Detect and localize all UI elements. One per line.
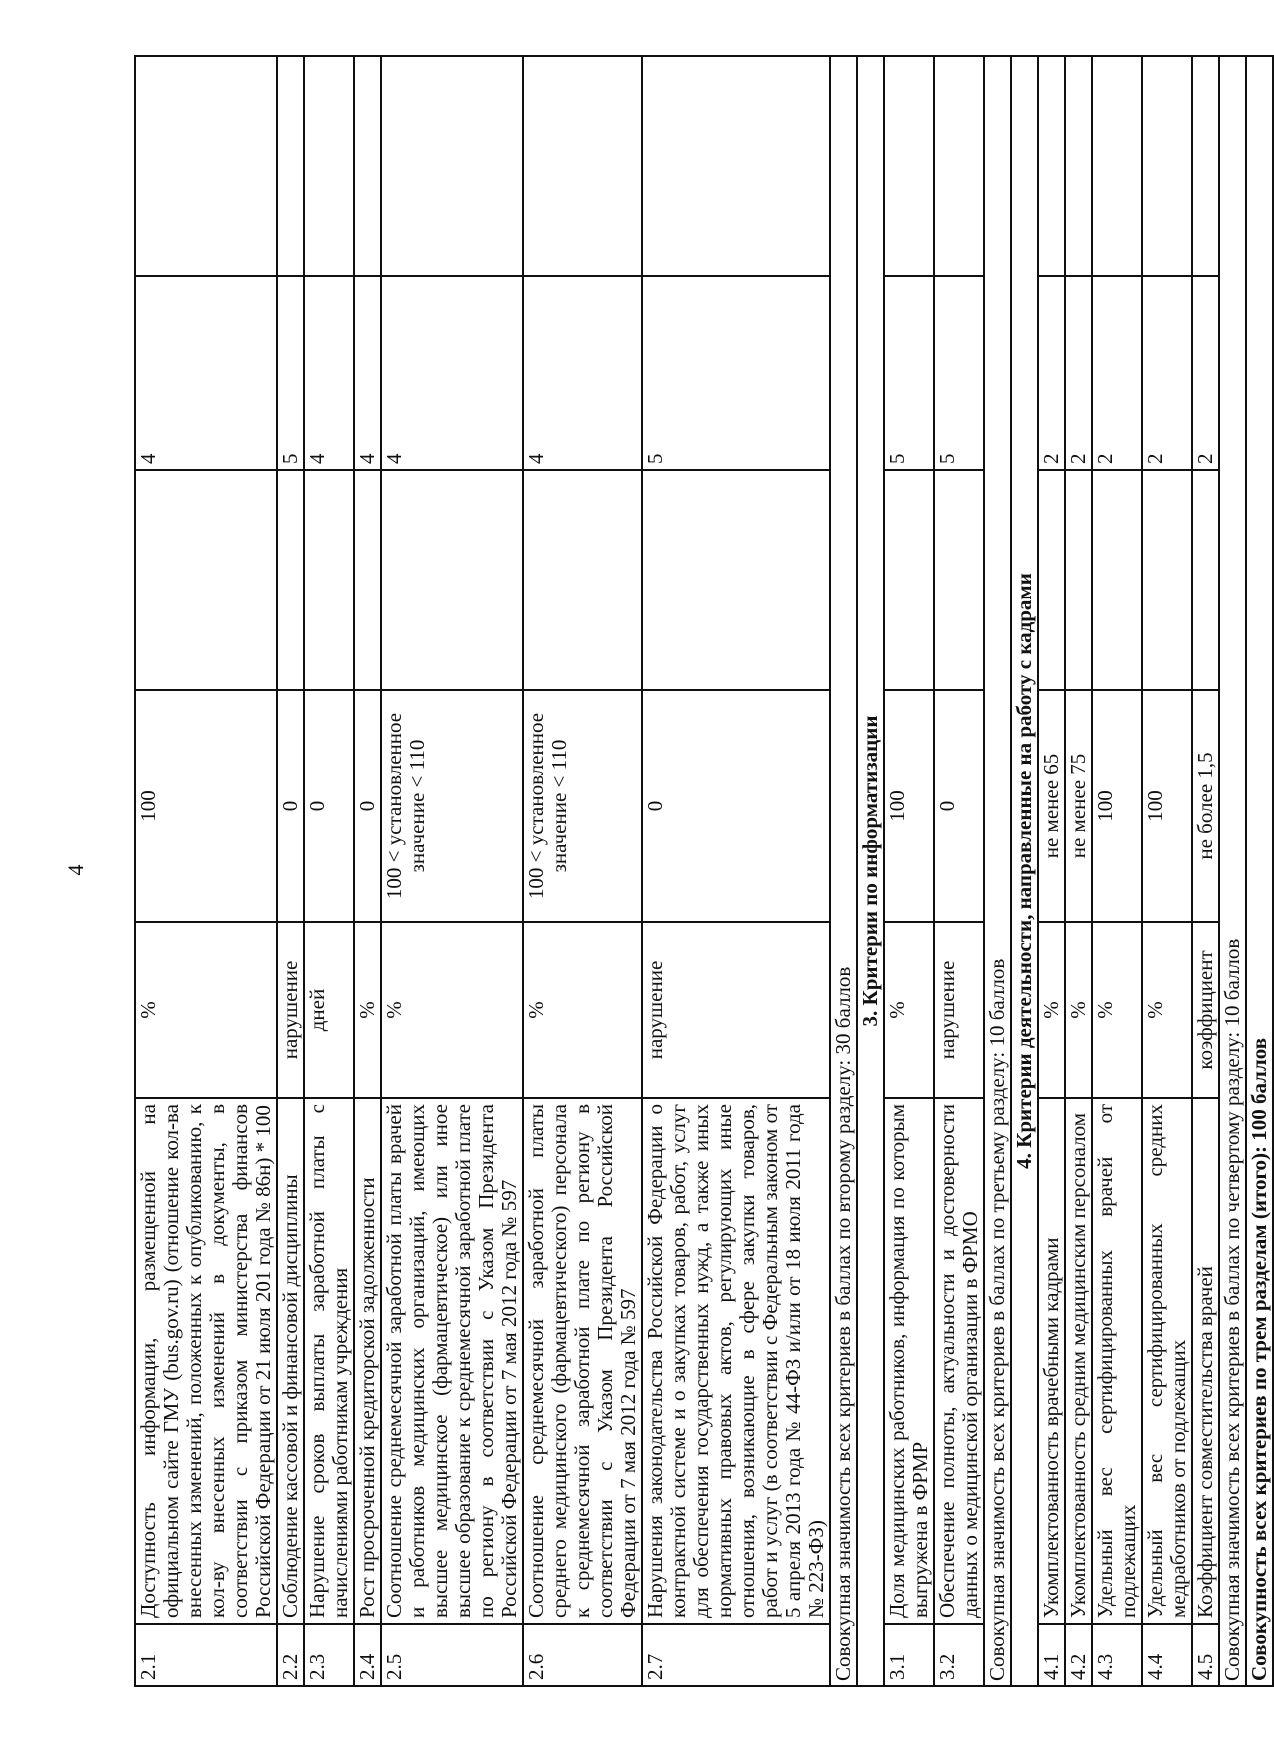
criterion-number: 2.6 <box>523 1624 642 1686</box>
criterion-row <box>354 56 381 1686</box>
criteria-table-body <box>135 56 1273 1686</box>
criterion-points: 5 <box>642 276 830 470</box>
criterion-text: Обеспечение полноты, актуальности и достоверности данных о медицинской организации в ФРМО <box>934 1098 984 1624</box>
criterion-empty-cell <box>381 470 523 690</box>
criterion-text: Удельный вес сертифицированных средних медработников от подлежащих <box>1142 1098 1192 1624</box>
criterion-points: 2 <box>1192 276 1219 470</box>
criterion-note-cell <box>277 56 304 276</box>
criterion-text: Доля медицинских работников, информация по которым выгружена в ФРМР <box>884 1098 934 1624</box>
criterion-number: 2.1 <box>135 1624 277 1686</box>
criterion-number: 4.5 <box>1192 1624 1219 1686</box>
criterion-text: Соблюдение кассовой и финансовой дисциплины <box>277 1098 304 1624</box>
criterion-target-value: не менее 65 <box>1038 690 1065 922</box>
criterion-empty-cell <box>523 470 642 690</box>
criterion-points: 4 <box>304 276 354 470</box>
criterion-empty-cell <box>642 470 830 690</box>
criterion-target-value: 0 <box>304 690 354 922</box>
criterion-row <box>1065 56 1092 1686</box>
criterion-target-value: 0 <box>277 690 304 922</box>
criterion-target-value: 0 <box>934 690 984 922</box>
section-heading-text: 3. Критерии по информатизации <box>857 56 884 1686</box>
criterion-empty-cell <box>135 470 277 690</box>
grand-total-row-text: Совокупность всех критериев по трем разделам (итого): 100 баллов <box>1246 56 1273 1686</box>
criterion-text: Доступность информации, размещенной на официальном сайте ГМУ (bus.gov.ru) (отношение кол-ва внесенных изменений, положенных к опубликованию, к кол-ву внесенных изменений в документы, в соответствии с приказом министерства финансов Российской Федерации от 21 июля 201 года № 86н) * 100 <box>135 1098 277 1624</box>
criterion-empty-cell <box>1038 470 1065 690</box>
criterion-note-cell <box>381 56 523 276</box>
criterion-empty-cell <box>354 470 381 690</box>
criterion-number: 2.4 <box>354 1624 381 1686</box>
criterion-points: 2 <box>1038 276 1065 470</box>
criterion-number: 4.1 <box>1038 1624 1065 1686</box>
criteria-sheet <box>134 57 1271 1687</box>
criterion-unit: % <box>135 922 277 1098</box>
criterion-unit: дней <box>304 922 354 1098</box>
criterion-unit: % <box>523 922 642 1098</box>
criterion-unit: % <box>1142 922 1192 1098</box>
criterion-row <box>884 56 934 1686</box>
criterion-empty-cell <box>277 470 304 690</box>
criterion-text: Нарушения законодательства Российской Федерации о контрактной системе и о закупках товаров, работ, услуг для обеспечения государственных нужд, а также иных нормативных правовых актов, регулирующих иные отношения, возникающие в сфере закупки товаров, работ и услуг (в соответствии с Федеральным законом от 5 апреля 2013 года № 44-ФЗ и/или от 18 июля 2011 года № 223-ФЗ) <box>642 1098 830 1624</box>
criterion-row <box>304 56 354 1686</box>
criterion-note-cell <box>523 56 642 276</box>
criterion-row <box>1192 56 1219 1686</box>
criterion-points: 2 <box>1065 276 1092 470</box>
criterion-note-cell <box>1092 56 1142 276</box>
criterion-note-cell <box>1038 56 1065 276</box>
criterion-points: 5 <box>277 276 304 470</box>
criterion-row <box>1142 56 1192 1686</box>
criterion-row <box>523 56 642 1686</box>
criterion-points: 2 <box>1142 276 1192 470</box>
criterion-note-cell <box>135 56 277 276</box>
criterion-target-value: не менее 75 <box>1065 690 1092 922</box>
section-summary-row-text: Совокупная значимость всех критериев в баллах по второму разделу: 30 баллов <box>830 56 857 1686</box>
criterion-empty-cell <box>934 470 984 690</box>
criterion-note-cell <box>1192 56 1219 276</box>
criterion-row <box>1092 56 1142 1686</box>
criterion-text: Соотношение среднемесячной заработной платы врачей и работников медицинских организаций, имеющих высшее медицинское (фармацевтическое) или иное высшее образование к среднемесячной заработной плате по региону в соответствии с Указом Президента Российской Федерации от 7 мая 2012 года № 597 <box>381 1098 523 1624</box>
criterion-row <box>934 56 984 1686</box>
criterion-row <box>381 56 523 1686</box>
section-heading-text: 4. Критерии деятельности, направленные на работу с кадрами <box>1011 56 1038 1686</box>
criterion-target-value: 100 <box>884 690 934 922</box>
criterion-number: 4.3 <box>1092 1624 1142 1686</box>
section-heading <box>1011 56 1038 1686</box>
criterion-number: 2.7 <box>642 1624 830 1686</box>
criterion-points: 5 <box>884 276 934 470</box>
criterion-note-cell <box>884 56 934 276</box>
section-summary-row <box>984 56 1011 1686</box>
page-number: 4 <box>63 864 88 876</box>
criterion-points: 4 <box>135 276 277 470</box>
criterion-note-cell <box>642 56 830 276</box>
criterion-empty-cell <box>304 470 354 690</box>
criterion-note-cell <box>1142 56 1192 276</box>
grand-total-row <box>1246 56 1273 1686</box>
criterion-unit: нарушение <box>642 922 830 1098</box>
criterion-row <box>642 56 830 1686</box>
criterion-text: Нарушение сроков выплаты заработной платы с начислениями работникам учреждения <box>304 1098 354 1624</box>
criterion-row <box>1038 56 1065 1686</box>
criterion-target-value: 100 <box>1142 690 1192 922</box>
criterion-text: Укомплектованность врачебными кадрами <box>1038 1098 1065 1624</box>
criterion-points: 4 <box>354 276 381 470</box>
section-summary-row <box>830 56 857 1686</box>
criterion-unit: % <box>884 922 934 1098</box>
criterion-empty-cell <box>1192 470 1219 690</box>
criterion-number: 2.3 <box>304 1624 354 1686</box>
criterion-number: 4.2 <box>1065 1624 1092 1686</box>
criterion-empty-cell <box>884 470 934 690</box>
criterion-points: 4 <box>523 276 642 470</box>
criterion-target-value: 100 < установленное значение < 110 <box>381 690 523 922</box>
criterion-empty-cell <box>1065 470 1092 690</box>
criterion-points: 5 <box>934 276 984 470</box>
criterion-empty-cell <box>1142 470 1192 690</box>
criterion-target-value: 100 <box>135 690 277 922</box>
criterion-number: 3.1 <box>884 1624 934 1686</box>
criterion-number: 4.4 <box>1142 1624 1192 1686</box>
criterion-unit: % <box>1092 922 1142 1098</box>
section-heading <box>857 56 884 1686</box>
criterion-text: Укомплектованность средним медицинским персоналом <box>1065 1098 1092 1624</box>
criterion-unit: нарушение <box>277 922 304 1098</box>
section-summary-row-text: Совокупная значимость всех критериев в баллах по третьему разделу: 10 баллов <box>984 56 1011 1686</box>
criterion-text: Соотношение среднемесячной заработной платы среднего медицинского (фармацевтического) персонала к среднемесячной заработной плате по региону в соответствии с Указом Президента Российской Федерации от 7 мая 2012 года № 597 <box>523 1098 642 1624</box>
criterion-note-cell <box>1065 56 1092 276</box>
criterion-unit: % <box>1065 922 1092 1098</box>
criterion-note-cell <box>934 56 984 276</box>
criterion-target-value: 0 <box>642 690 830 922</box>
criterion-row <box>277 56 304 1686</box>
criterion-number: 2.5 <box>381 1624 523 1686</box>
section-summary-row-text: Совокупная значимость всех критериев в баллах по четвертому разделу: 10 баллов <box>1219 56 1246 1686</box>
criterion-empty-cell <box>1092 470 1142 690</box>
criterion-target-value: 0 <box>354 690 381 922</box>
criterion-unit: коэффициент <box>1192 922 1219 1098</box>
criterion-target-value: не более 1,5 <box>1192 690 1219 922</box>
criterion-text: Удельный вес сертифицированных врачей от подлежащих <box>1092 1098 1142 1624</box>
criterion-row <box>135 56 277 1686</box>
criterion-points: 4 <box>381 276 523 470</box>
criterion-text: Рост просроченной кредиторской задолженности <box>354 1098 381 1624</box>
criterion-unit: % <box>354 922 381 1098</box>
criterion-target-value: 100 < установленное значение < 110 <box>523 690 642 922</box>
criteria-table <box>134 55 1274 1687</box>
criterion-points: 2 <box>1092 276 1142 470</box>
criterion-note-cell <box>304 56 354 276</box>
section-summary-row <box>1219 56 1246 1686</box>
criterion-unit: нарушение <box>934 922 984 1098</box>
criterion-unit: % <box>1038 922 1065 1098</box>
criterion-number: 3.2 <box>934 1624 984 1686</box>
criterion-text: Коэффициент совместительства врачей <box>1192 1098 1219 1624</box>
criterion-number: 2.2 <box>277 1624 304 1686</box>
criterion-target-value: 100 <box>1092 690 1142 922</box>
criterion-note-cell <box>354 56 381 276</box>
criterion-unit: % <box>381 922 523 1098</box>
